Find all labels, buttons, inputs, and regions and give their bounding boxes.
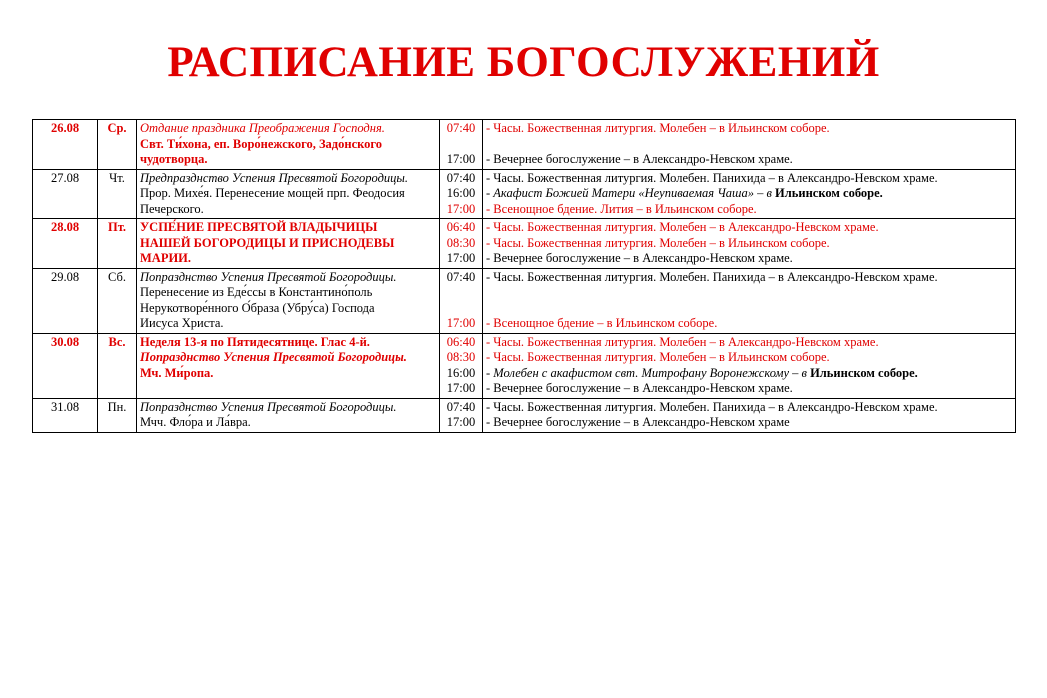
service-line bbox=[486, 366, 1012, 382]
description-line: МАРИИ. bbox=[140, 251, 192, 265]
time-value: 06:40 bbox=[446, 334, 476, 349]
description-cell bbox=[137, 398, 440, 432]
service-line: - Вечернее богослужение – в Александро-Невском храме. bbox=[486, 152, 793, 166]
time-value: 17:00 bbox=[446, 251, 476, 265]
time-value: 16:00 bbox=[446, 365, 476, 380]
time-value: 07:40 bbox=[446, 170, 476, 185]
service-text: - Молебен с акафистом свт. Митрофану Воронежскому – в bbox=[486, 365, 811, 380]
service-line: - Вечернее богослужение – в Александро-Невском храме. bbox=[486, 251, 793, 265]
time-value: 06:40 bbox=[446, 220, 476, 234]
service-line: - Часы. Божественная литургия. Молебен. Панихида – в Александро-Невском храме. bbox=[486, 399, 938, 414]
time-value: 07:40 bbox=[446, 121, 476, 135]
description-line: Попразднство Успения Пресвятой Богородицы. bbox=[140, 269, 397, 284]
table-row bbox=[33, 169, 1016, 219]
service-line: - Часы. Божественная литургия. Молебен. Панихида – в Александро-Невском храме. bbox=[486, 269, 938, 284]
description-line: Иисуса Христа. bbox=[140, 316, 224, 330]
service-line: - Часы. Божественная литургия. Молебен – в Александро-Невском храме. bbox=[486, 334, 879, 349]
description-line: УСПЕ́НИЕ ПРЕСВЯТОЙ ВЛАДЫЧИЦЫ bbox=[140, 220, 378, 234]
service-line: - Часы. Божественная литургия. Молебен. Панихида – в Александро-Невском храме. bbox=[486, 170, 938, 185]
description-cell bbox=[137, 120, 440, 170]
description-line: Предпразднство Успения Пресвятой Богородицы. bbox=[140, 170, 409, 185]
service-line: - Часы. Божественная литургия. Молебен – в Александро-Невском храме. bbox=[486, 220, 879, 234]
time-value: 17:00 bbox=[446, 415, 476, 429]
description-cell bbox=[137, 219, 440, 269]
table-row bbox=[33, 120, 1016, 170]
description-line: чудотворца. bbox=[140, 152, 208, 166]
date-cell: 27.08 bbox=[33, 169, 98, 219]
service-cell bbox=[483, 120, 1016, 170]
service-cell bbox=[483, 219, 1016, 269]
day-cell: Пт. bbox=[98, 219, 137, 269]
time-cell bbox=[440, 333, 483, 398]
description-line: Нерукотворе́нного О́браза (Убру́са) Господа bbox=[140, 300, 375, 315]
description-line: Попразднство Успения Пресвятой Богородицы. bbox=[140, 399, 397, 414]
service-line: - Часы. Божественная литургия. Молебен – в Ильинском соборе. bbox=[486, 350, 830, 364]
service-line: - Часы. Божественная литургия. Молебен – в Ильинском соборе. bbox=[486, 235, 830, 250]
page-title: РАСПИСАНИЕ БОГОСЛУЖЕНИЙ bbox=[167, 39, 880, 86]
schedule-table bbox=[32, 119, 1016, 433]
service-line bbox=[486, 186, 1012, 202]
time-value: 17:00 bbox=[446, 201, 476, 216]
service-line: - Всенощное бдение – в Ильинском соборе. bbox=[486, 316, 718, 330]
description-line: Попразднство Успения Пресвятой Богородицы. bbox=[140, 350, 407, 364]
description-line: Свт. Ти́хона, еп. Воро́нежского, Задо́нского bbox=[140, 136, 383, 151]
date-cell: 26.08 bbox=[33, 120, 98, 170]
time-value: 17:00 bbox=[446, 381, 476, 395]
date-cell: 30.08 bbox=[33, 333, 98, 398]
service-location: Ильинском соборе. bbox=[775, 186, 883, 200]
description-line: Перенесение из Еде́ссы в Константино́поль bbox=[140, 285, 373, 299]
description-line: НАШЕЙ БОГОРОДИЦЫ И ПРИСНОДЕВЫ bbox=[140, 235, 395, 250]
date-cell: 29.08 bbox=[33, 268, 98, 333]
time-value: 16:00 bbox=[446, 186, 476, 200]
time-cell bbox=[440, 268, 483, 333]
description-line: Печерского. bbox=[140, 201, 204, 216]
time-cell bbox=[440, 120, 483, 170]
service-cell bbox=[483, 398, 1016, 432]
description-line: Отдание праздника Преображения Господня. bbox=[140, 121, 385, 135]
service-text: - Акафист Божией Матери «Неупиваемая Чаша» – в bbox=[486, 186, 776, 200]
date-cell: 28.08 bbox=[33, 219, 98, 269]
time-value: 07:40 bbox=[446, 399, 476, 414]
time-value: 07:40 bbox=[446, 269, 476, 284]
day-cell: Пн. bbox=[98, 398, 137, 432]
time-cell bbox=[440, 398, 483, 432]
day-cell: Ср. bbox=[98, 120, 137, 170]
time-value: 17:00 bbox=[446, 152, 476, 166]
service-location: Ильинском соборе. bbox=[810, 365, 918, 380]
service-line: - Часы. Божественная литургия. Молебен – в Ильинском соборе. bbox=[486, 121, 830, 135]
day-cell: Вс. bbox=[98, 333, 137, 398]
description-line: Мч. Ми́ропа. bbox=[140, 365, 214, 380]
time-cell bbox=[440, 169, 483, 219]
table-row bbox=[33, 398, 1016, 432]
table-row bbox=[33, 333, 1016, 398]
description-line: Мчч. Фло́ра и Ла́вра. bbox=[140, 415, 251, 429]
service-cell bbox=[483, 333, 1016, 398]
time-value: 17:00 bbox=[446, 316, 476, 330]
service-line: - Всенощное бдение. Лития – в Ильинском соборе. bbox=[486, 201, 757, 216]
description-cell bbox=[137, 169, 440, 219]
description-cell bbox=[137, 333, 440, 398]
service-cell bbox=[483, 268, 1016, 333]
description-cell bbox=[137, 268, 440, 333]
day-cell: Сб. bbox=[98, 268, 137, 333]
description-line: Неделя 13-я по Пятидесятнице. Глас 4-й. bbox=[140, 334, 370, 349]
date-cell: 31.08 bbox=[33, 398, 98, 432]
table-row bbox=[33, 219, 1016, 269]
time-cell bbox=[440, 219, 483, 269]
service-line: - Вечернее богослужение – в Александро-Невском храме bbox=[486, 415, 790, 429]
table-row bbox=[33, 268, 1016, 333]
time-value: 08:30 bbox=[446, 350, 476, 364]
day-cell: Чт. bbox=[98, 169, 137, 219]
service-line: - Вечернее богослужение – в Александро-Невском храме. bbox=[486, 381, 793, 395]
description-line: Прор. Михе́я. Перенесение мощей прп. Феодосия bbox=[140, 186, 405, 200]
time-value: 08:30 bbox=[446, 235, 476, 250]
service-cell bbox=[483, 169, 1016, 219]
